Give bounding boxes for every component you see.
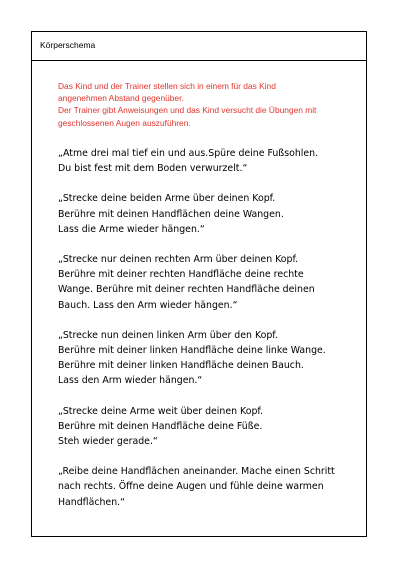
exercise-feet	[58, 404, 364, 450]
exercise-line: „Strecke deine Arme weit über deinen Kopf.	[58, 405, 264, 417]
exercise-line: Berühre mit deiner linken Handfläche deine linke Wange.	[58, 345, 326, 357]
exercise-right-arm	[58, 252, 364, 313]
exercise-line: Berühre mit deinen Handflächen deine Wangen.	[58, 208, 284, 220]
exercise-list	[58, 146, 364, 525]
exercise-breathing	[58, 146, 364, 176]
exercise-line: Handflächen.“	[58, 496, 125, 508]
instruction-line: Der Trainer gibt Anweisungen und das Kind versucht die Übungen mit	[58, 105, 317, 116]
instruction-line: angenehmen Abstand gegenüber.	[58, 93, 184, 104]
exercise-line: „Atme drei mal tief ein und aus.Spüre deine Fußsohlen.	[58, 148, 319, 159]
header-row	[32, 32, 366, 61]
exercise-line: „Reibe deine Handflächen aneinander. Mache einen Schritt	[58, 466, 335, 478]
worksheet-frame	[31, 31, 367, 537]
exercise-line: Wange. Berühre mit deiner rechten Handfläche deinen	[58, 284, 315, 296]
exercise-line: Berühre mit deinen Handfläche deine Füße.	[58, 420, 263, 432]
exercise-line: Berühre mit deiner linken Handfläche deinen Bauch.	[58, 360, 304, 372]
exercise-line: Du bist fest mit dem Boden verwurzelt.“	[58, 163, 248, 175]
exercise-both-arms	[58, 191, 364, 237]
exercise-line: Bauch. Lass den Arm wieder hängen.“	[58, 299, 238, 311]
exercise-line: „Strecke deine beiden Arme über deinen Kopf.	[58, 193, 276, 205]
trainer-instructions	[58, 80, 362, 129]
exercise-line: Steh wieder gerade.“	[58, 436, 158, 448]
exercise-warm-hands	[58, 464, 364, 510]
exercise-line: Lass den Arm wieder hängen.“	[58, 375, 203, 387]
exercise-line: „Strecke nur deinen rechten Arm über deinen Kopf.	[58, 254, 299, 266]
worksheet-title: Körperschema	[40, 40, 96, 50]
exercise-line: Berühre mit deiner rechten Handfläche deine rechte	[58, 269, 304, 281]
exercise-left-arm	[58, 328, 364, 389]
exercise-line: „Strecke nun deinen linken Arm über den Kopf.	[58, 329, 278, 341]
instruction-line: geschlossenen Augen auszuführen.	[58, 117, 191, 128]
instruction-line: Das Kind und der Trainer stellen sich in einem für das Kind	[58, 81, 276, 91]
exercise-line: nach rechts. Öffne deine Augen und fühle deine warmen	[58, 481, 324, 493]
exercise-line: Lass die Arme wieder hängen.“	[58, 223, 205, 235]
